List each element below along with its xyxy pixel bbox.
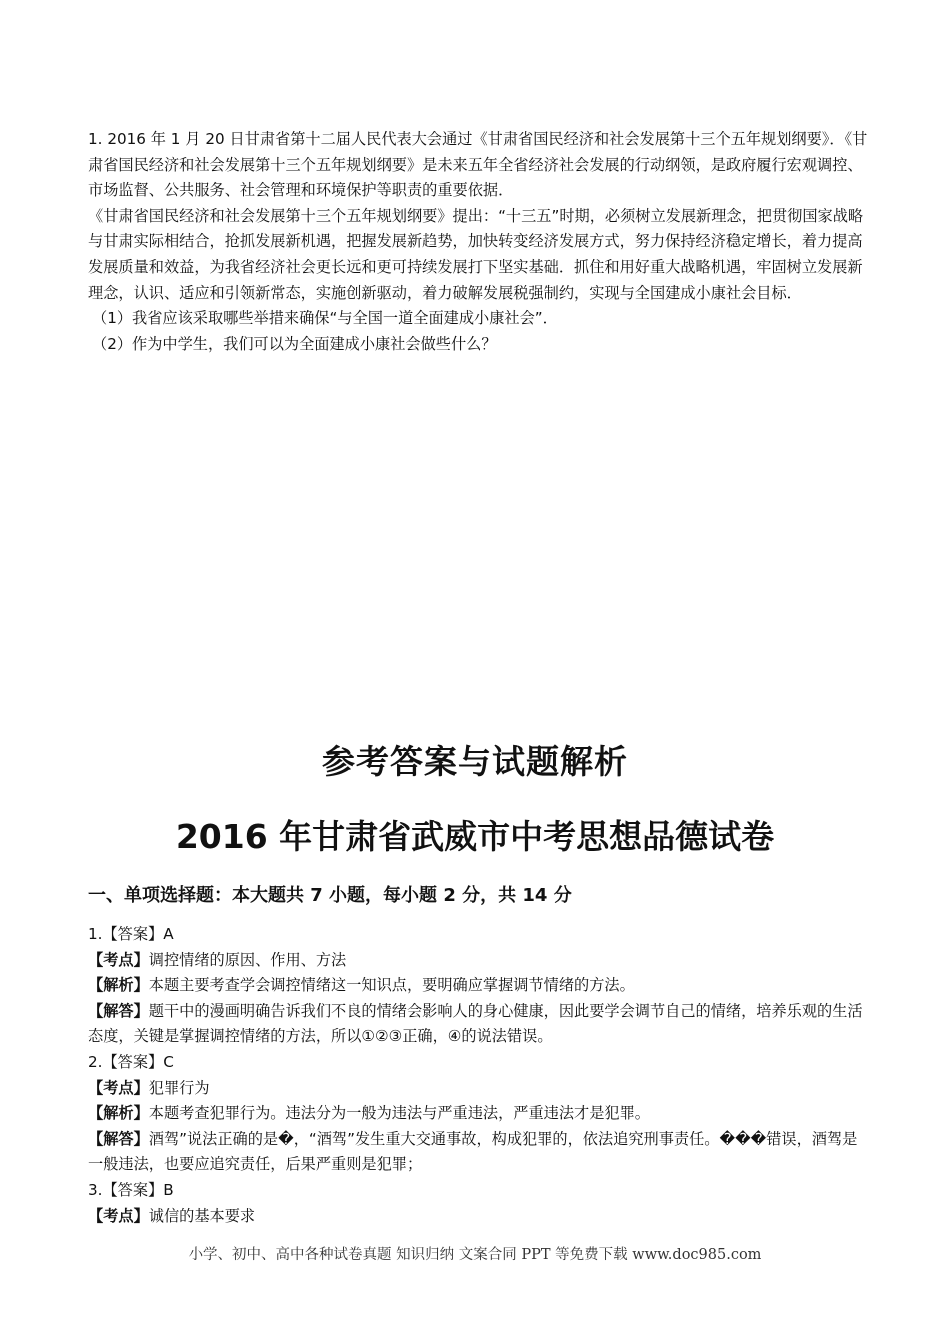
question-paragraph: 1. 2016 年 1 月 20 日甘肃省第十二届人民代表大会通过《甘肃省国民经济和社会发展第十三个五年规划纲要》．《甘肃省国民经济和社会发展第十三个五年规划纲要》是未来五年全省经济社会发展的行动纲领，是政府履行宏观调控、市场监督、公共服务、社会管理和环境保护等职责的重要依据． (88, 130, 868, 200)
jieda-line (88, 999, 868, 1050)
jieda-tag: 【解答】 (88, 1129, 149, 1148)
kaodian-text: 犯罪行为 (148, 1078, 210, 1097)
section-heading: 一、单项选择题：本大题共 7 小题，每小题 2 分，共 14 分 (88, 885, 572, 906)
jieda-tag: 【解答】 (88, 1001, 149, 1020)
question-block (88, 127, 868, 357)
answer-line: 3.【答案】B (88, 1180, 174, 1199)
jieda-text: 题干中的漫画明确告诉我们不良的情绪会影响人的身心健康，因此要学会调节自己的情绪，培养乐观的生活态度，关键是掌握调控情绪的方法，所以①②③正确，④的说法错误。 (88, 1001, 863, 1046)
exam-title: 2016 年甘肃省武威市中考思想品德试卷 (175, 817, 775, 856)
jiexi-text: 本题考查犯罪行为。违法分为一般为违法与严重违法，严重违法才是犯罪。 (148, 1104, 650, 1123)
answer-title: 参考答案与试题解析 (322, 742, 628, 781)
answers-block (88, 922, 868, 1229)
kaodian-tag: 【考点】 (88, 1078, 149, 1097)
sub-question: （1）我省应该采取哪些举措来确保“与全国一道全面建成小康社会”． (92, 309, 558, 328)
sub-question: （2）作为中学生，我们可以为全面建成小康社会做些什么？ (92, 334, 497, 353)
jieda-text: 酒驾”说法正确的是�，“酒驾”发生重大交通事故，构成犯罪的，依法追究刑事责任。���错误，酒驾是一般违法，也要应追究责任，后果严重则是犯罪； (88, 1129, 858, 1174)
jiexi-text: 本题主要考查学会调控情绪这一知识点，要明确应掌握调节情绪的方法。 (148, 976, 635, 995)
kaodian-tag: 【考点】 (88, 1206, 149, 1225)
kaodian-text: 调控情绪的原因、作用、方法 (148, 950, 347, 969)
kaodian-tag: 【考点】 (88, 950, 149, 969)
jieda-line (88, 1127, 868, 1178)
answer-line: 1.【答案】A (88, 925, 174, 943)
question-paragraph: 《甘肃省国民经济和社会发展第十三个五年规划纲要》提出：“十三五”时期，必须树立发展新理念，把贯彻国家战略与甘肃实际相结合，抢抓发展新机遇，把握发展新趋势，加快转变经济发展方式，努力保持经济稳定增长，着力提高发展质量和效益，为我省经济社会更长远和更可持续发展打下坚实基础．抓住和用好重大战略机遇，牢固树立发展新理念，认识、适应和引领新常态，实施创新驱动，着力破解发展税强制约，实现与全国建成小康社会目标． (88, 206, 864, 302)
jiexi-line (88, 973, 868, 999)
jiexi-tag: 【解析】 (88, 1104, 149, 1123)
kaodian-line (88, 948, 868, 974)
kaodian-line (88, 1076, 868, 1102)
kaodian-line (88, 1204, 868, 1230)
jiexi-line (88, 1101, 868, 1127)
jiexi-tag: 【解析】 (88, 976, 149, 995)
answer-line: 2.【答案】C (88, 1052, 174, 1071)
kaodian-text: 诚信的基本要求 (148, 1206, 256, 1225)
footer-watermark-text: 小学、初中、高中各种试卷真题 知识归纳 文案合同 PPT 等免费下载 www.doc985.com (188, 1247, 762, 1263)
